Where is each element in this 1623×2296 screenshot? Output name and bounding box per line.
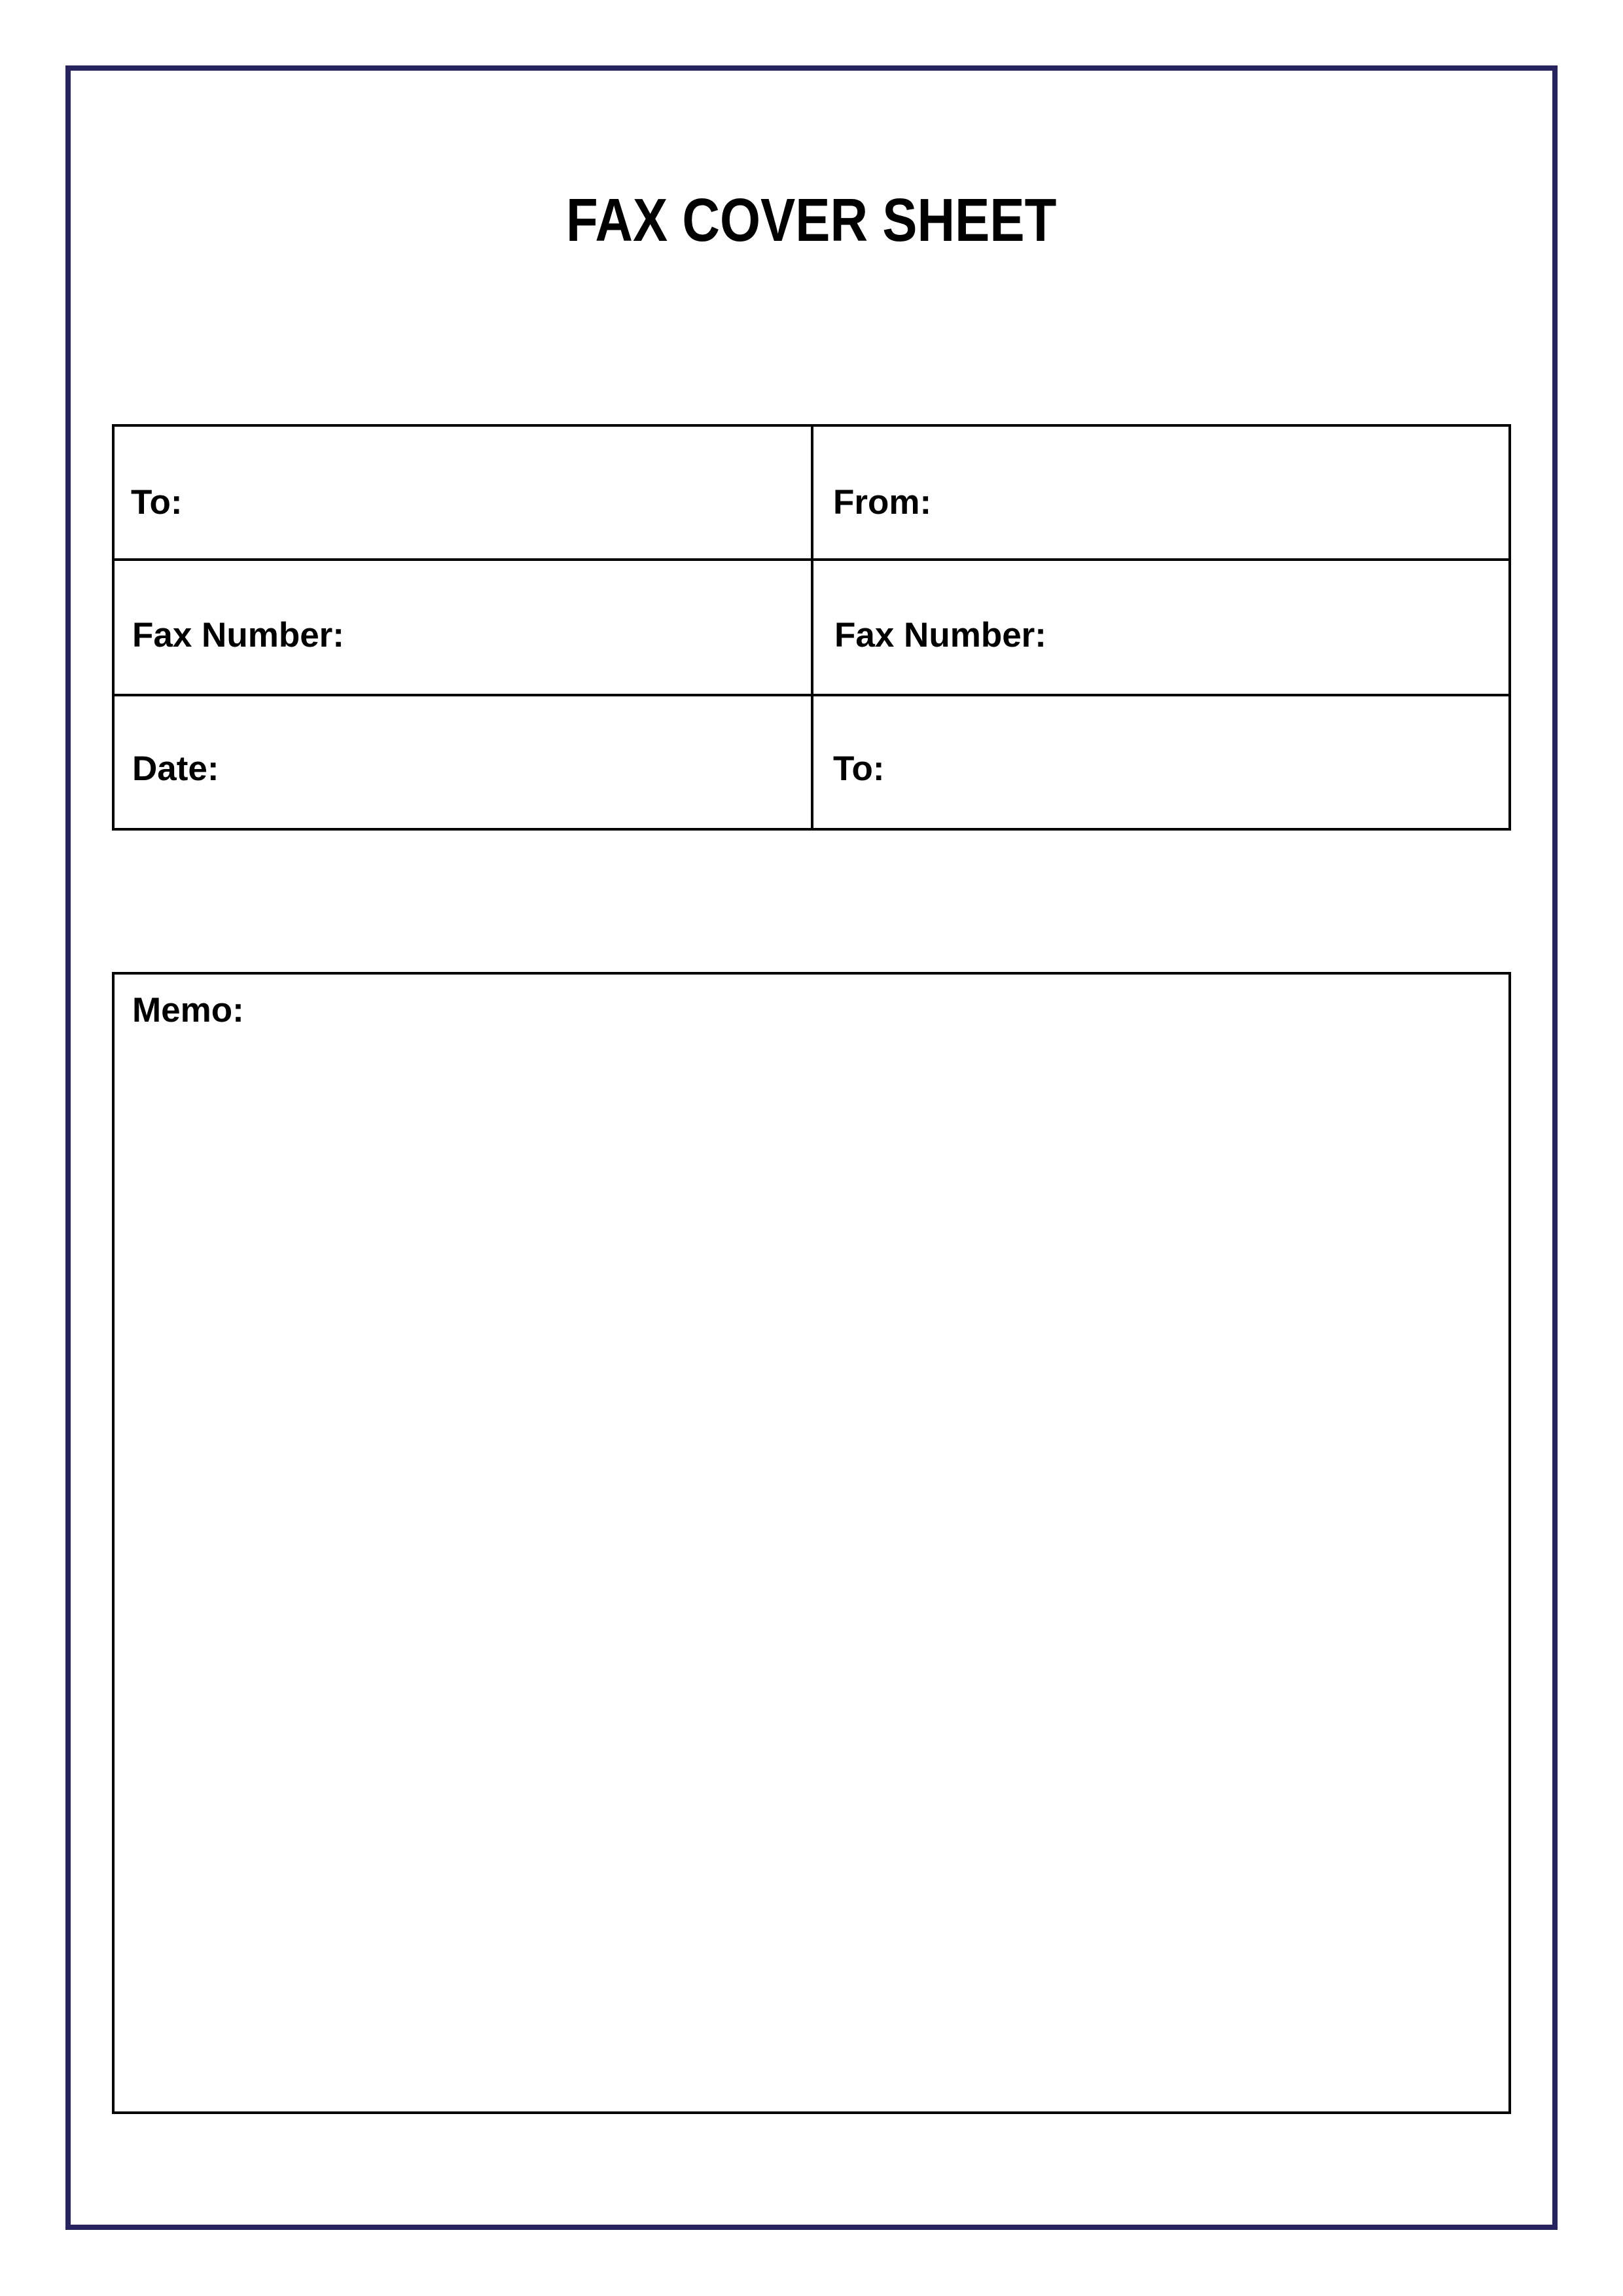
recipient-fax-number-label: Fax Number: bbox=[132, 616, 344, 655]
memo-field[interactable] bbox=[112, 972, 1511, 2114]
date-label: Date: bbox=[132, 749, 219, 788]
date-field[interactable] bbox=[115, 696, 811, 828]
memo-label: Memo: bbox=[132, 991, 244, 1030]
to-secondary-label: To: bbox=[833, 749, 885, 788]
page-title-text: FAX COVER SHEET bbox=[566, 186, 1057, 254]
sender-fax-number-label: Fax Number: bbox=[834, 616, 1046, 655]
from-label: From: bbox=[833, 483, 932, 522]
to-label: To: bbox=[131, 483, 183, 522]
to-field[interactable] bbox=[115, 427, 811, 558]
to-secondary-field[interactable] bbox=[813, 696, 1508, 828]
page-title bbox=[0, 186, 1623, 254]
